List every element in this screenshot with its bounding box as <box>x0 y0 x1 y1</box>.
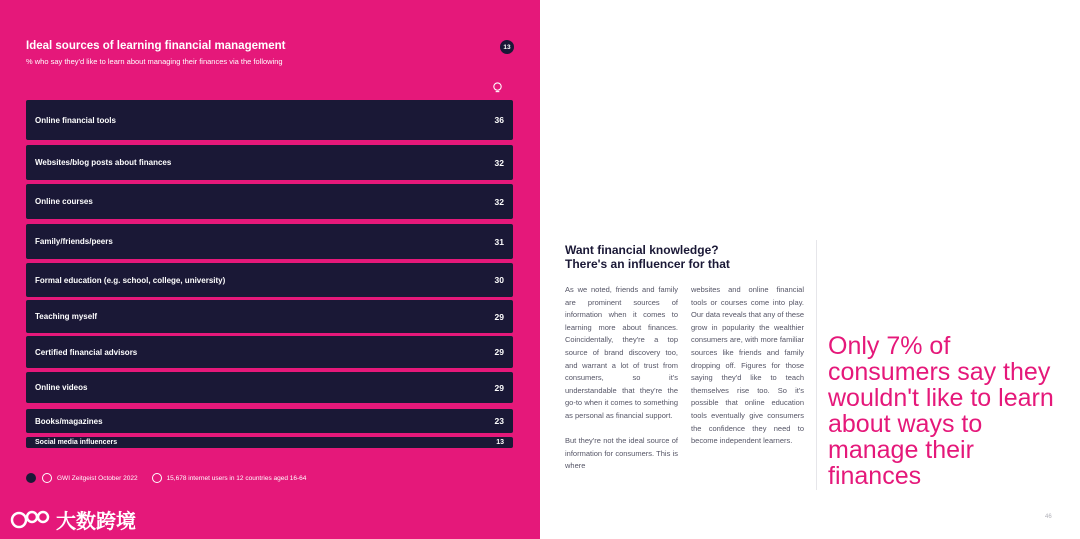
brand-dot-icon <box>26 473 36 483</box>
bar <box>26 145 513 180</box>
bar-label: Social media influencers <box>35 439 118 446</box>
article-paragraph: websites and online financial tools or courses come into play. Our data reveals that any of these grow in popularity the wealthier consumers are, with more familiar sources like friends and family dropping off. Figures for those saying they'd like to teach themselves rise too. So it's possible that online education tools eventually give consumers the confidence they need to become independent learners. <box>691 285 804 446</box>
source-icon <box>42 473 52 483</box>
bar-value-label: 13 <box>496 439 504 446</box>
article-column-2 <box>691 284 804 448</box>
bar-value-label: 32 <box>494 196 504 207</box>
bar-value-label: 23 <box>494 416 504 426</box>
bar-value-label: 30 <box>494 275 504 285</box>
bar-label: Family/friends/peers <box>35 237 113 246</box>
bar <box>26 184 513 219</box>
article-paragraph: But they're not the ideal source of information for consumers. This is where <box>565 436 678 471</box>
bar-label: Certified financial advisors <box>35 347 138 357</box>
chart-footer <box>26 473 306 483</box>
bar-value-label: 36 <box>494 115 504 125</box>
bar-value-label: 32 <box>494 157 504 168</box>
pull-quote: Only 7% of consumers say they wouldn't like to learn about ways to manage their finances <box>828 332 1054 490</box>
bar-label: Teaching myself <box>35 312 98 321</box>
watermark <box>10 505 136 534</box>
bar-label: Formal education (e.g. school, college, university) <box>35 275 226 285</box>
bar <box>26 409 513 433</box>
bar <box>26 224 513 259</box>
column-divider <box>816 240 817 490</box>
article-paragraph: As we noted, friends and family are prominent sources of information when it comes to learning more about finances. Coincidentally, they're a top source of brand discovery too, and warrant a lot of trust from consumers, so it's understandable that they're the go-to when it comes to something as personal as financial support. <box>565 285 678 420</box>
bar <box>26 437 513 448</box>
bar-value-label: 29 <box>494 311 504 322</box>
bar-label: Online courses <box>35 197 93 206</box>
article-heading-line1: Want financial knowledge? <box>565 243 719 257</box>
chart-subtitle: % who say they'd like to learn about managing their finances via the following <box>26 57 283 66</box>
chart-title: Ideal sources of learning financial management <box>26 40 286 52</box>
watermark-text: 大数跨境 <box>56 511 136 533</box>
bar-label: Websites/blog posts about finances <box>35 158 172 167</box>
bar-label: Online financial tools <box>35 115 116 125</box>
bar <box>26 100 513 140</box>
people-icon <box>152 473 162 483</box>
source-text: GWI Zeitgeist October 2022 <box>57 474 138 482</box>
lightbulb-icon <box>492 82 503 93</box>
bar-value-label: 29 <box>494 347 504 357</box>
article-heading-line2: There's an influencer for that <box>565 257 730 271</box>
article-heading <box>565 243 730 271</box>
bar <box>26 336 513 368</box>
article-column-1 <box>565 284 678 473</box>
bar <box>26 263 513 297</box>
watermark-logo-icon <box>10 509 50 531</box>
chart-number-badge: 13 <box>500 40 514 54</box>
sample-text: 15,678 internet users in 12 countries aged 16-64 <box>166 474 307 482</box>
bar-value-label: 31 <box>494 236 504 247</box>
bar-value-label: 29 <box>494 382 504 393</box>
bar-label: Books/magazines <box>35 416 103 426</box>
bar <box>26 372 513 403</box>
page-number: 46 <box>1045 514 1052 520</box>
bar <box>26 300 513 333</box>
bar-label: Online videos <box>35 383 88 392</box>
